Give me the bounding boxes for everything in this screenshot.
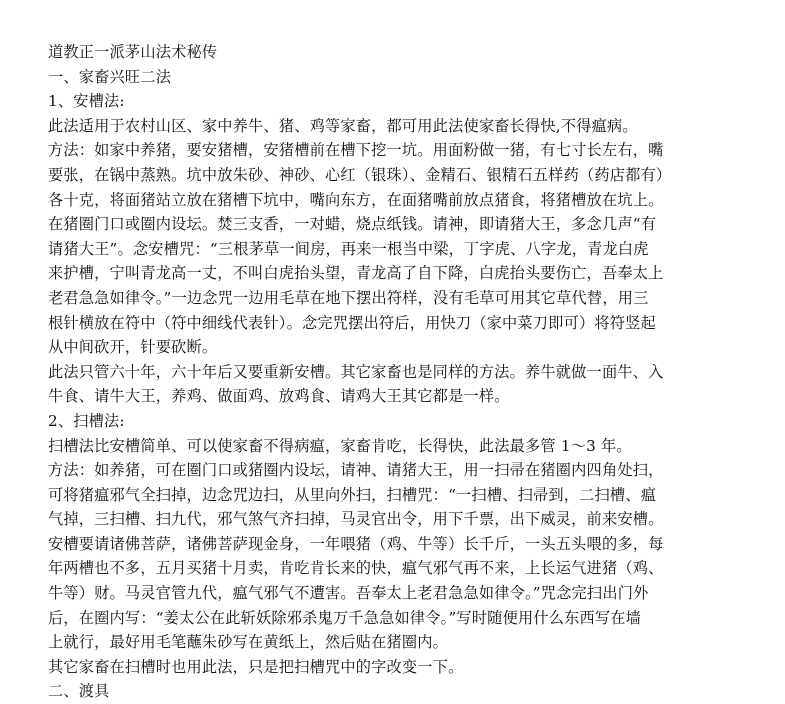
body-line: 方法：如养猪，可在圈门口或猪圈内设坛，请神、请猪大王，用一扫帚在猪圈内四角处扫， (48, 461, 664, 480)
body-line: 从中间砍开，针要砍断。 (48, 338, 218, 357)
body-line: 扫槽法比安槽简单、可以使家畜不得病瘟，家畜肯吃，长得快，此法最多管 1～3 年。 (48, 436, 632, 455)
document-title: 道教正一派茅山法术秘传 (48, 43, 218, 61)
body-line: 可将猪瘟邪气全扫掉，边念咒边扫，从里向外扫，扫槽咒：“一扫槽、扫帚到，二扫槽、瘟 (48, 485, 657, 504)
body-line: 安槽要请诸佛菩萨，诸佛菩萨现金身，一年喂猪（鸡、牛等）长千斤，一头五头喂的多，每 (48, 534, 664, 553)
body-line: 此法只管六十年，六十年后又要重新安槽。其它家畜也是同样的方法。养牛就做一面牛、入 (48, 362, 664, 381)
body-line: 来护槽，宁叫青龙高一丈，不叫白虎抬头望，青龙高了自下降，白虎抬头要伤亡，吾奉太上 (48, 264, 664, 283)
body-line: 在猪圈门口或圈内设坛。焚三支香，一对蜡，烧点纸钱。请神，即请猪大王，多念几声“有 (48, 215, 657, 234)
section-heading-livestock: 一、家畜兴旺二法 (48, 67, 172, 86)
body-line: 此法适用于农村山区、家中养牛、猪、鸡等家畜，都可用此法使家畜长得快,不得瘟病。 (48, 116, 638, 135)
body-line: 方法：如家中养猪，要安猪槽，安猪槽前在槽下挖一坑。用面粉做一猪，有七寸长左右，嘴 (48, 141, 664, 160)
body-line: 根针横放在符中（符中细线代表针）。念完咒摆出符后，用快刀（家中菜刀即可）将符竖起 (48, 313, 656, 332)
body-line: 老君急急如律令。”一边念咒一边用毛草在地下摆出符样，没有毛草可用其它草代替，用三 (48, 288, 649, 307)
subheading-saocao: 2、扫槽法: (48, 411, 125, 430)
body-line: 各十克，将面猪站立放在猪槽下坑中，嘴向东方，在面猪嘴前放点猪食，将猪槽放在坑上。 (48, 190, 664, 209)
body-line: 牛等）财。马灵官管九代，瘟气邪气不遭害。吾奉太上老君急急如律令。”咒念完扫出门外 (48, 584, 649, 603)
section-heading-cutoff: 二、渡具 (48, 682, 110, 701)
body-line: 年两槽也不多，五月买猪十月卖，肯吃肯长来的快，瘟气邪气再不来，上长运气进猪（鸡、 (48, 559, 664, 578)
body-line: 上就行，最好用毛笔蘸朱砂写在黄纸上，然后贴在猪圈内。 (48, 633, 449, 652)
body-line: 请猪大王”。念安槽咒：“三根茅草一间房，再来一根当中梁，丁字虎、八字龙，青龙白虎 (48, 239, 649, 258)
body-line: 后，在圈内写：“姜太公在此斩妖除邪杀鬼万千急急如律令。”写时随便用什么东西写在墙 (48, 608, 642, 627)
body-line: 牛食、请牛大王，养鸡、做面鸡、放鸡食、请鸡大王其它都是一样。 (48, 387, 510, 406)
body-line: 气掉，三扫槽、扫九代，邪气煞气齐扫掉，马灵官出令，用下千票，出下威灵，前来安槽。 (48, 510, 664, 529)
document-page (48, 40, 748, 704)
body-line: 其它家畜在扫槽时也用此法，只是把扫槽咒中的字改变一下。 (48, 657, 464, 676)
body-line: 要张，在锅中蒸熟。坑中放朱砂、神砂、心红（银珠）、金精石、银精石五样药（药店都有） (48, 165, 672, 184)
subheading-anchao: 1、安槽法: (48, 92, 125, 111)
